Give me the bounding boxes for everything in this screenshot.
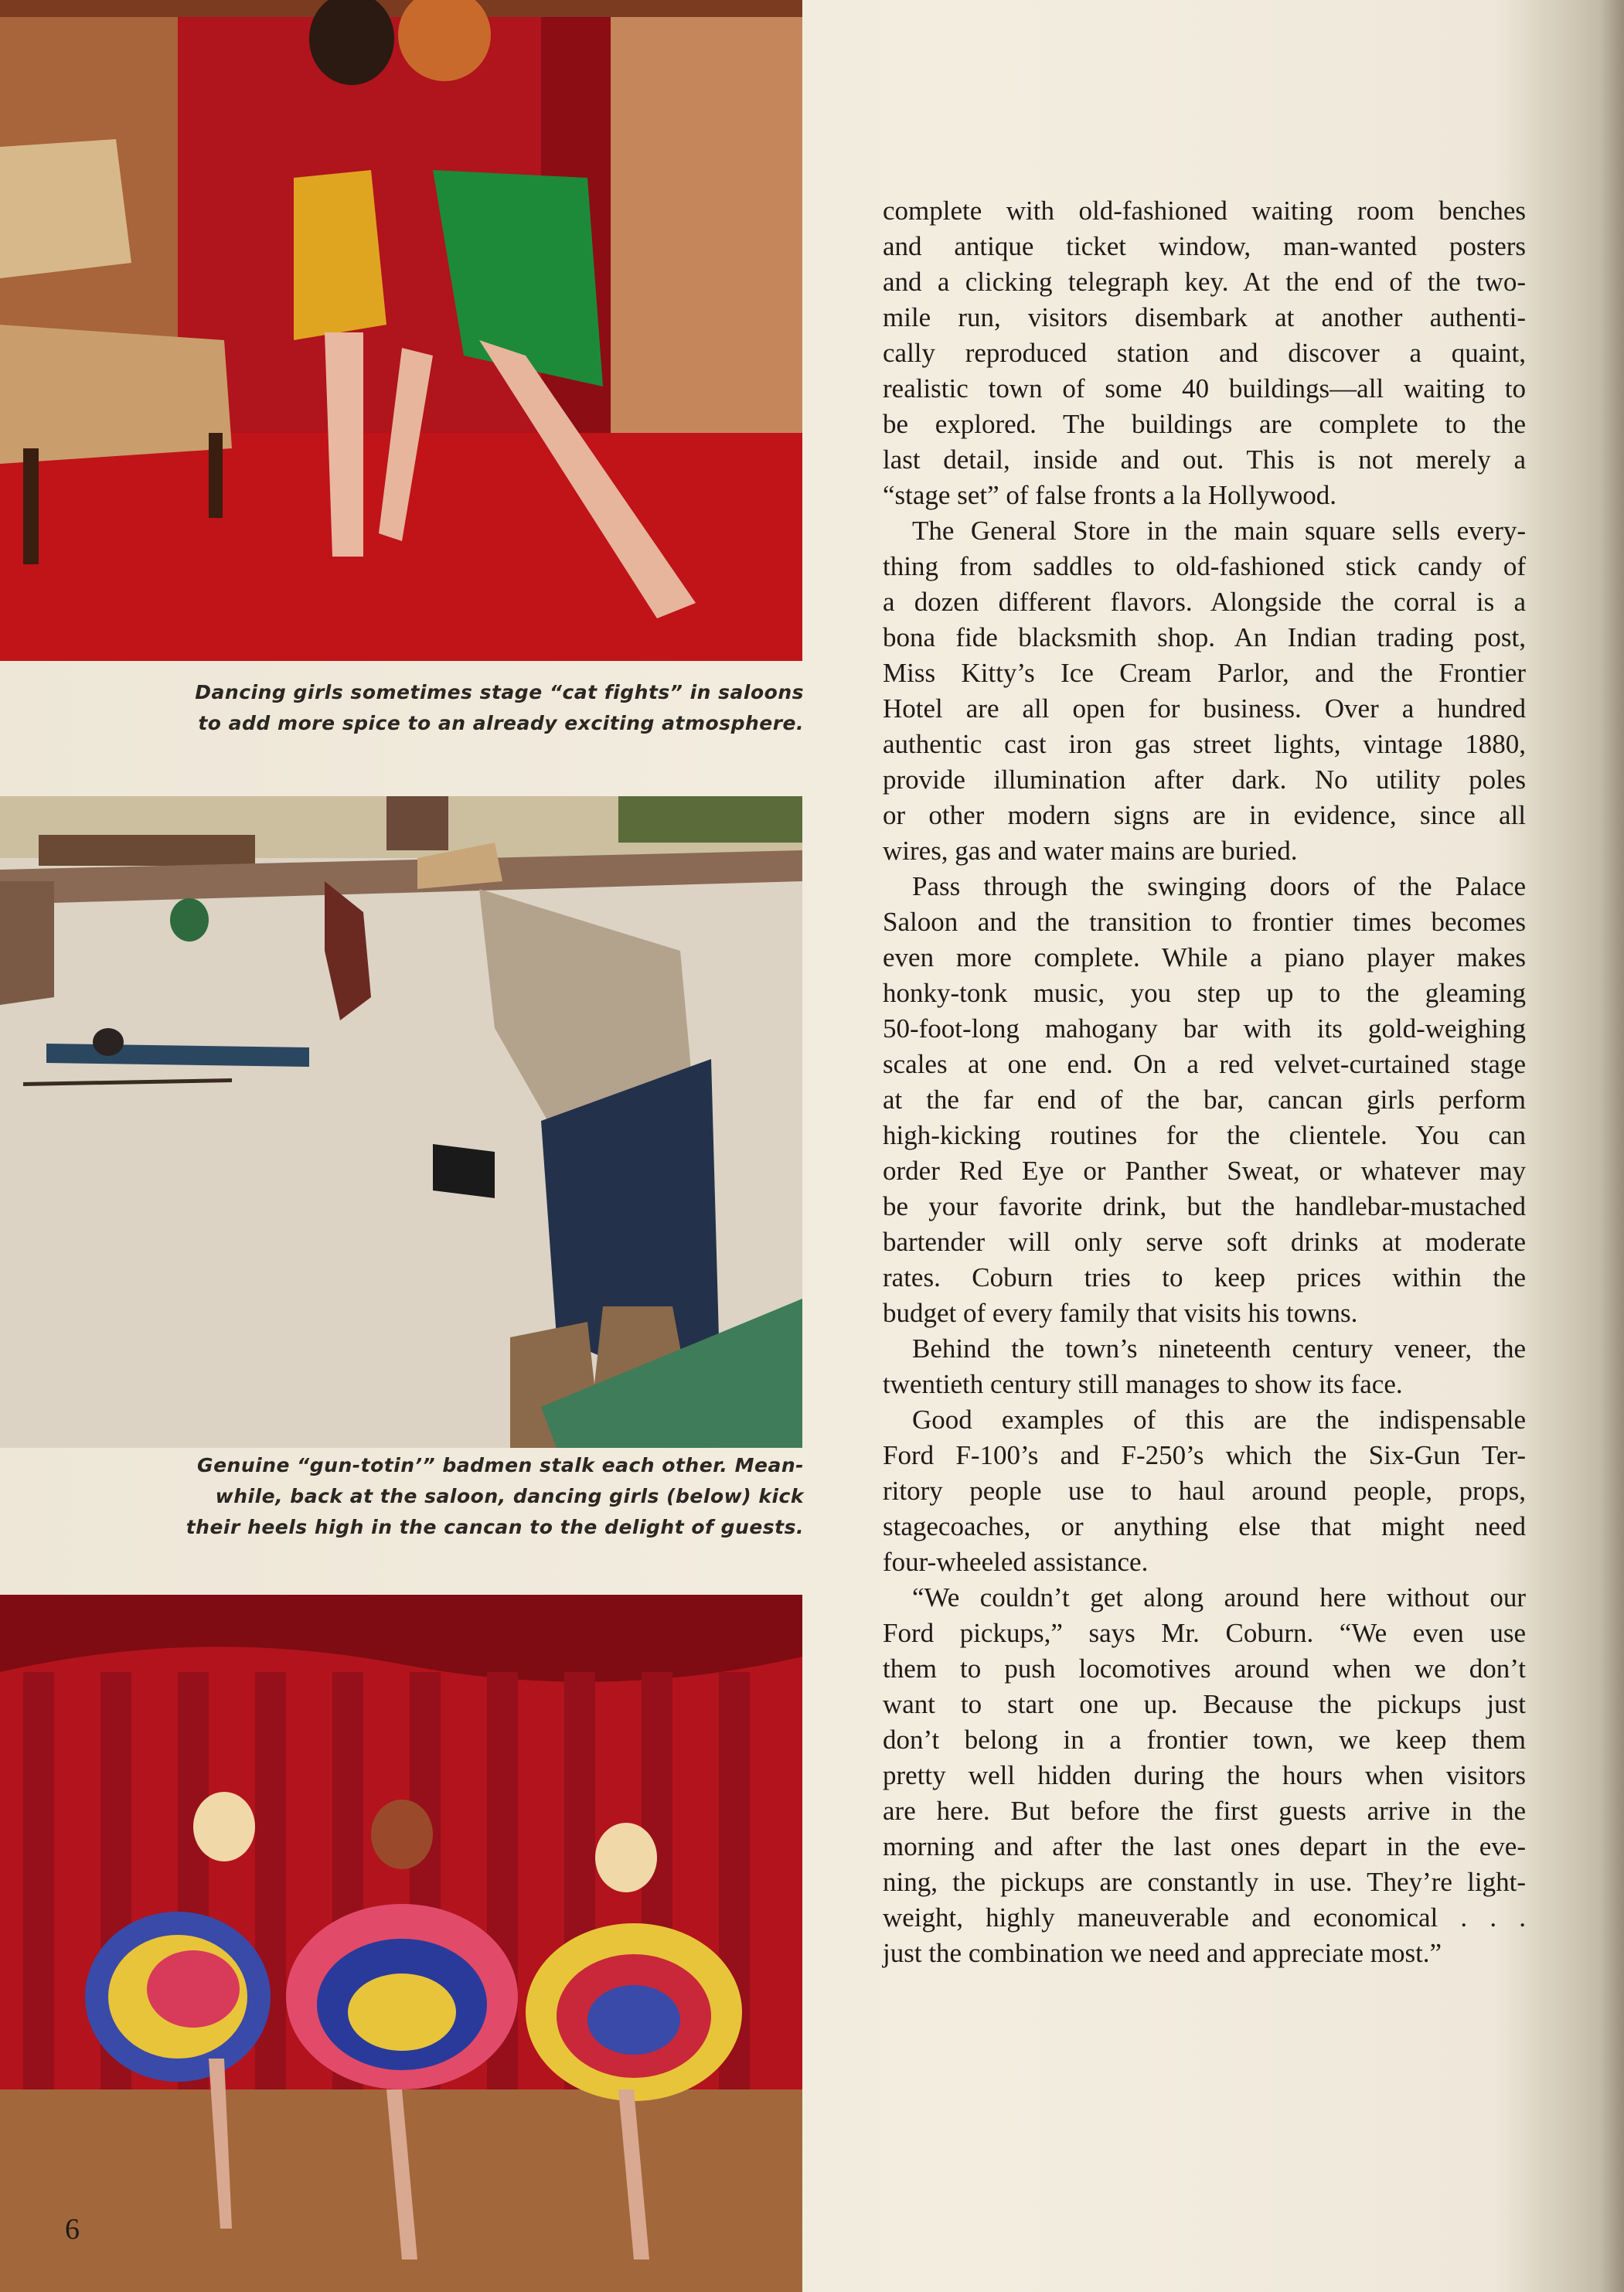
article-line: four-wheeled assistance. bbox=[883, 1547, 1149, 1577]
article-line: 50-foot-long mahogany bar with its gold-weighing bbox=[883, 1013, 1526, 1044]
gunfight-photo bbox=[0, 796, 802, 1448]
article-body bbox=[883, 193, 1526, 1971]
article-line: stagecoaches, or anything else that might need bbox=[883, 1511, 1526, 1541]
article-line: wires, gas and water mains are buried. bbox=[883, 836, 1298, 866]
article-line: Ford pickups,” says Mr. Coburn. “We even use bbox=[883, 1618, 1526, 1648]
article-line: scales at one end. On a red velvet-curtained stage bbox=[883, 1049, 1526, 1079]
article-line: are here. But before the first guests arrive in the bbox=[883, 1796, 1526, 1826]
article-line: budget of every family that visits his towns. bbox=[883, 1298, 1358, 1328]
article-line: ning, the pickups are constantly in use. They’re light- bbox=[883, 1867, 1526, 1897]
caption-line: Genuine “gun-totin’” badmen stalk each other. Mean- bbox=[197, 1454, 804, 1476]
article-line: Ford F-100’s and F-250’s which the Six-Gun Ter- bbox=[883, 1440, 1526, 1470]
article-line: thing from saddles to old-fashioned stick candy of bbox=[883, 551, 1526, 581]
article-line: rates. Coburn tries to keep prices within the bbox=[883, 1262, 1526, 1292]
article-line: bona fide blacksmith shop. An Indian trading post, bbox=[883, 622, 1526, 652]
article-line: complete with old-fashioned waiting room benches bbox=[883, 196, 1526, 226]
article-line: Saloon and the transition to frontier times becomes bbox=[883, 907, 1526, 937]
article-line: ritory people use to haul around people, props, bbox=[883, 1476, 1526, 1506]
article-line: want to start one up. Because the pickups just bbox=[883, 1689, 1526, 1719]
article-line: don’t belong in a frontier town, we keep them bbox=[883, 1725, 1526, 1755]
caption-line: to add more spice to an already exciting atmosphere. bbox=[198, 712, 804, 734]
page-fold-shadow bbox=[1601, 0, 1624, 2292]
article-line: Miss Kitty’s Ice Cream Parlor, and the Frontier bbox=[883, 658, 1526, 688]
article-line: cally reproduced station and discover a quaint, bbox=[883, 338, 1526, 368]
article-line: bartender will only serve soft drinks at moderate bbox=[883, 1227, 1526, 1257]
cat-fight-photo bbox=[0, 0, 802, 661]
article-line: pretty well hidden during the hours when visitors bbox=[883, 1760, 1526, 1790]
article-line: Good examples of this are the indispensable bbox=[912, 1405, 1526, 1435]
page-number: 6 bbox=[65, 2213, 80, 2246]
article-line: be explored. The buildings are complete to the bbox=[883, 409, 1526, 439]
article-line: “stage set” of false fronts a la Hollywood. bbox=[883, 480, 1337, 510]
article-line: at the far end of the bar, cancan girls perform bbox=[883, 1085, 1526, 1115]
article-line: The General Store in the main square sells every- bbox=[912, 516, 1526, 546]
article-line: and antique ticket window, man-wanted posters bbox=[883, 231, 1526, 261]
article-line: high-kicking routines for the clientele. You can bbox=[883, 1120, 1526, 1150]
gunfight-caption bbox=[124, 1450, 804, 1543]
caption-line: their heels high in the cancan to the delight of guests. bbox=[186, 1516, 804, 1538]
cancan-photo bbox=[0, 1595, 802, 2292]
article-line: order Red Eye or Panther Sweat, or whatever may bbox=[883, 1156, 1526, 1186]
article-line: just the combination we need and appreciate most.” bbox=[883, 1938, 1442, 1968]
article-line: twentieth century still manages to show its face. bbox=[883, 1369, 1403, 1399]
article-line: Behind the town’s nineteenth century veneer, the bbox=[912, 1333, 1526, 1364]
article-line: or other modern signs are in evidence, since all bbox=[883, 800, 1526, 830]
article-line: “We couldn’t get along around here without our bbox=[912, 1582, 1526, 1613]
article-line: a dozen different flavors. Alongside the corral is a bbox=[883, 587, 1526, 617]
article-line: mile run, visitors disembark at another authenti- bbox=[883, 302, 1526, 332]
caption-line: Dancing girls sometimes stage “cat fights” in saloons bbox=[195, 681, 804, 703]
article-line: Pass through the swinging doors of the Palace bbox=[912, 871, 1526, 901]
article-line: morning and after the last ones depart in the eve- bbox=[883, 1831, 1526, 1861]
article-line: Hotel are all open for business. Over a hundred bbox=[883, 693, 1526, 724]
cat-fight-caption bbox=[124, 677, 804, 739]
article-line: honky-tonk music, you step up to the gleaming bbox=[883, 978, 1526, 1008]
article-line: provide illumination after dark. No utility poles bbox=[883, 765, 1526, 795]
article-line: last detail, inside and out. This is not merely a bbox=[883, 444, 1526, 475]
caption-line: while, back at the saloon, dancing girls (below) kick bbox=[215, 1485, 804, 1507]
article-line: be your favorite drink, but the handlebar-mustached bbox=[883, 1191, 1526, 1221]
article-line: realistic town of some 40 buildings—all waiting to bbox=[883, 373, 1526, 404]
article-line: them to push locomotives around when we don’t bbox=[883, 1653, 1526, 1684]
article-line: and a clicking telegraph key. At the end of the two- bbox=[883, 267, 1526, 297]
article-line: even more complete. While a piano player makes bbox=[883, 942, 1526, 972]
article-line: authentic cast iron gas street lights, vintage 1880, bbox=[883, 729, 1526, 759]
article-line: weight, highly maneuverable and economical . . . bbox=[883, 1902, 1526, 1933]
